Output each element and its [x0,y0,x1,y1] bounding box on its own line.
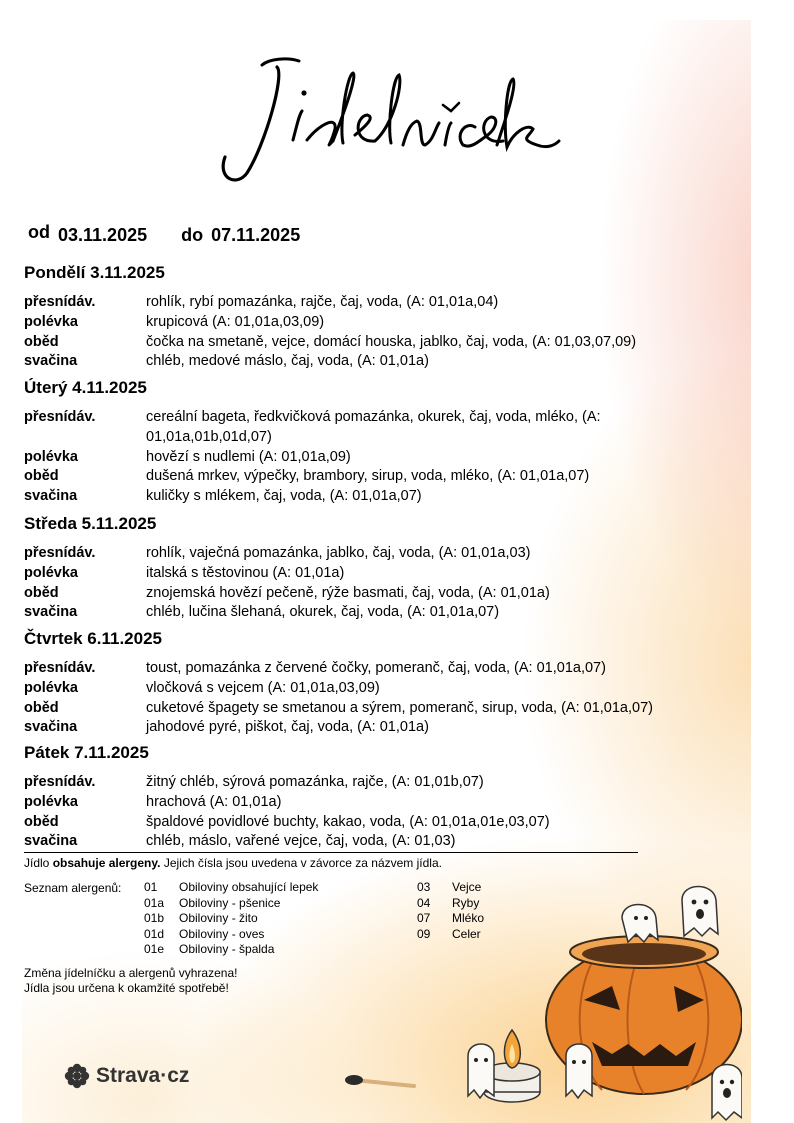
meal-row [24,448,724,468]
meal-text: cuketové špagety se smetanou a sýrem, pomeranč, sirup, voda, (A: 01,01a,07) [146,699,653,716]
footer-note-line: Změna jídelníčku a alergenů vyhrazena! [24,966,238,980]
meal-row [24,659,724,679]
meal-text: krupicová (A: 01,01a,03,09) [146,313,325,330]
day-friday [24,743,724,852]
footer-notes [24,966,237,996]
list-item [144,896,318,912]
allergen-code: 01e [144,942,165,956]
meal-text: italská s těstovinou (A: 01,01a) [146,564,345,581]
meal-text: čočka na smetaně, vejce, domácí houska, jablko, čaj, voda, (A: 01,03,07,09) [146,333,637,350]
meal-label: svačina [24,833,78,850]
allergen-name: Celer [452,926,481,941]
day-title: Čtvrtek 6.11.2025 [24,629,162,648]
meal-text: dušená mrkev, výpečky, brambory, sirup, voda, mléko, (A: 01,01a,07) [146,468,590,485]
allergen-note-suffix: Jejich čísla jsou uvedena v závorce za názvem jídla. [160,856,442,870]
meal-label: polévka [24,679,78,696]
divider-line [24,852,638,853]
halloween-pumpkin-illustration [322,860,742,1122]
meal-label: svačina [24,488,78,505]
allergen-name: Obiloviny - špalda [179,942,275,956]
meal-row [24,603,724,623]
allergen-name: Obiloviny - pšenice [179,895,281,910]
day-title: Úterý 4.11.2025 [24,378,147,397]
meal-label: přesnídáv. [24,545,96,561]
day-tuesday [24,378,724,507]
list-item [144,911,318,927]
meal-row [24,408,724,448]
meal-label: polévka [24,313,78,330]
title-lettering [207,45,567,195]
meal-label: oběd [24,468,59,485]
allergen-code: 04 [417,895,431,910]
meal-label: přesnídáv. [24,409,96,425]
allergen-code: 01a [144,895,165,910]
meal-text: cereální bageta, ředkvičková pomazánka, okurek, čaj, voda, mléko, (A: 01,01a,01b,01d,07) [146,409,601,445]
meal-text: špaldové povidlové buchty, kakao, voda, (A: 01,01a,01e,03,07) [146,813,550,830]
menu-page [22,20,751,1123]
logo-text: Strava·cz [96,1064,190,1087]
allergen-code: 09 [417,926,431,941]
strava-logo[interactable] [64,1063,189,1089]
day-title: Pátek 7.11.2025 [24,743,149,762]
day-title: Pondělí 3.11.2025 [24,263,165,282]
meal-label: přesnídáv. [24,660,96,676]
meal-row [24,467,724,487]
meal-row [24,679,724,699]
list-item [144,927,318,943]
meal-row [24,352,724,372]
allergen-list-left [144,880,318,958]
meal-row [24,718,724,738]
date-from: 03.11.2025 [58,225,148,245]
meal-row [24,313,724,333]
allergen-name: Obiloviny obsahující lepek [179,880,319,894]
allergen-code: 07 [417,911,431,925]
meal-row [24,773,724,793]
meal-label: oběd [24,333,59,350]
meal-text: znojemská hovězí pečeně, rýže basmati, čaj, voda, (A: 01,01a) [146,584,550,601]
allergen-code: 01d [144,926,165,941]
meal-row [24,832,724,852]
meal-text: rohlík, rybí pomazánka, rajče, čaj, voda, (A: 01,01a,04) [146,294,499,310]
meal-row [24,487,724,507]
allergen-code: 03 [417,880,431,894]
allergen-code: 01 [144,880,158,894]
allergen-note-prefix: Jídlo [24,856,53,870]
meal-row [24,813,724,833]
day-monday [24,263,724,372]
allergen-name: Obiloviny - oves [179,926,265,941]
date-range [28,222,300,243]
allergen-note-bold: obsahuje alergeny. [52,856,161,870]
meal-row [24,544,724,564]
meal-row [24,564,724,584]
meal-label: svačina [24,719,78,736]
day-wednesday [24,514,724,623]
meal-text: jahodové pyré, piškot, čaj, voda, (A: 01,01a) [146,719,429,736]
meal-label: polévka [24,564,78,581]
meal-row [24,699,724,719]
allergen-list-label: Seznam alergenů: [24,881,122,895]
meal-text: rohlík, vaječná pomazánka, jablko, čaj, voda, (A: 01,01a,03) [146,545,531,561]
footer-note-line: Jídla jsou určena k okamžité spotřebě! [24,981,229,995]
meal-label: přesnídáv. [24,774,96,790]
allergen-name: Ryby [452,895,480,910]
allergen-name: Mléko [452,911,485,925]
meal-label: přesnídáv. [24,294,96,310]
meal-label: oběd [24,584,59,601]
date-to-label: do [181,225,204,245]
allergen-code: 01b [144,911,165,925]
day-title: Středa 5.11.2025 [24,514,157,533]
meal-row [24,293,724,313]
allergen-name: Vejce [452,880,482,894]
meal-text: toust, pomazánka z červené čočky, pomeranč, čaj, voda, (A: 01,01a,07) [146,660,606,676]
allergen-name: Obiloviny - žito [179,911,258,925]
meal-text: hovězí s nudlemi (A: 01,01a,09) [146,448,351,465]
meal-row [24,584,724,604]
meal-label: polévka [24,448,78,465]
meal-text: kuličky s mlékem, čaj, voda, (A: 01,01a,07) [146,488,422,505]
meal-row [24,333,724,353]
day-thursday [24,629,724,738]
meal-text: hrachová (A: 01,01a) [146,793,282,810]
meal-text: vločková s vejcem (A: 01,01a,03,09) [146,679,380,696]
list-item [144,880,318,896]
meal-text: chléb, máslo, vařené vejce, čaj, voda, (A: 01,03) [146,833,456,850]
date-to: 07.11.2025 [211,225,301,245]
list-item [144,942,318,958]
meal-label: svačina [24,604,78,621]
meal-text: chléb, medové máslo, čaj, voda, (A: 01,01a) [146,353,429,370]
strava-flower-icon [64,1063,90,1089]
meal-text: žitný chléb, sýrová pomazánka, rajče, (A: 01,01b,07) [146,774,484,790]
meal-label: oběd [24,699,59,716]
meal-text: chléb, lučina šlehaná, okurek, čaj, voda, (A: 01,01a,07) [146,604,500,621]
meal-label: oběd [24,813,59,830]
meal-label: svačina [24,353,78,370]
meal-row [24,793,724,813]
date-from-label: od [28,222,50,242]
meal-label: polévka [24,793,78,810]
